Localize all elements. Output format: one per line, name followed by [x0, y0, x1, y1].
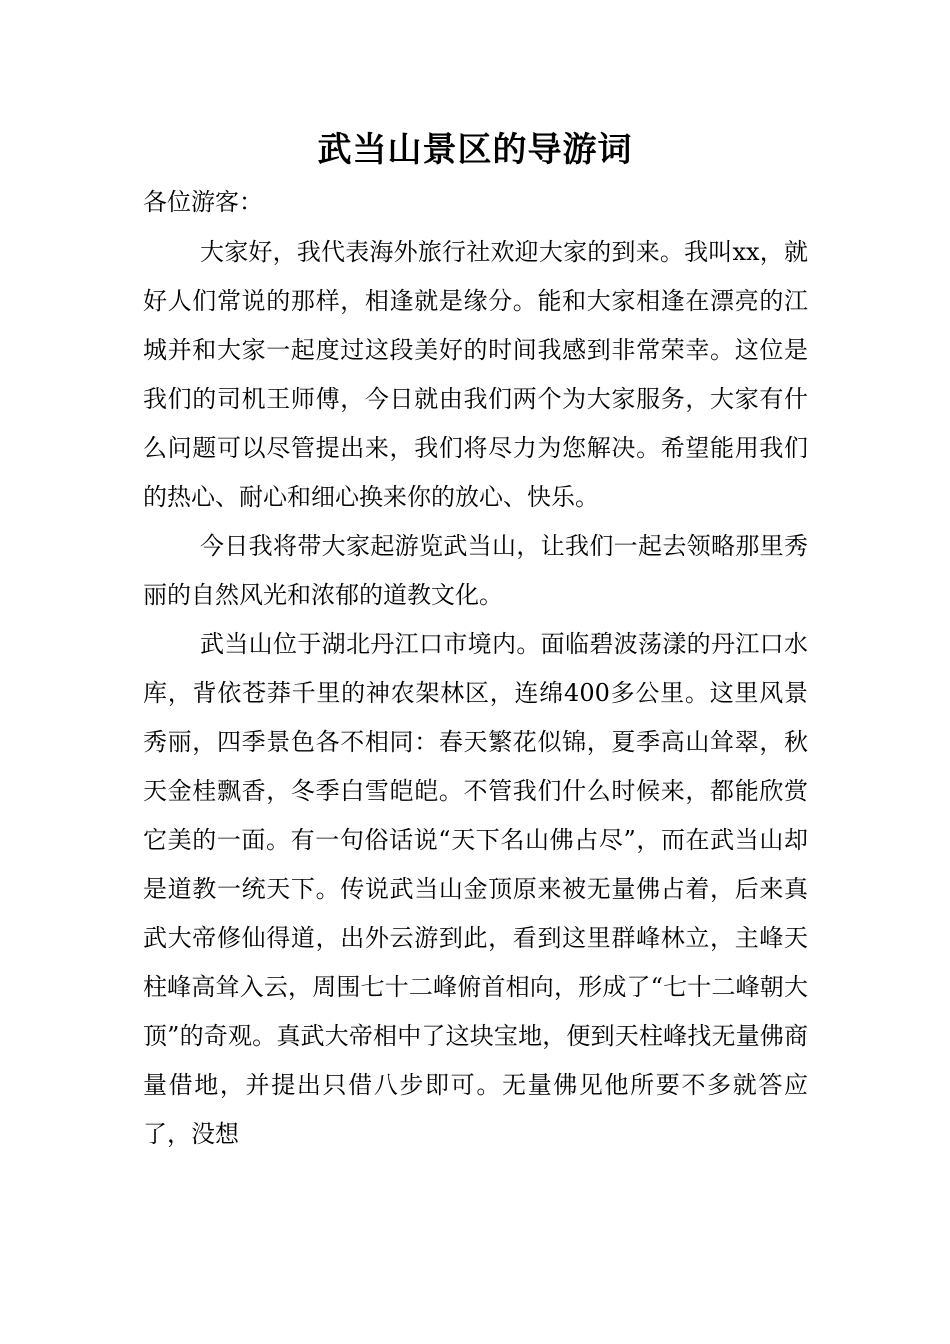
paragraph-tour-intro: 今日我将带大家起游览武当山，让我们一起去领略那里秀丽的自然风光和浓郁的道教文化。 [143, 532, 808, 609]
paragraph-wudang-description: 武当山位于湖北丹江口市境内。面临碧波荡漾的丹江口水库，背依苍莽千里的神农架林区，连绵400多公里。这里风景秀丽，四季景色各不相同：春天繁花似锦，夏季高山耸翠，秋天金桂飘香，冬季白雪皑皑。不管我们什么时候来，都能欣赏它美的一面。有一句俗话说“天下名山佛占尽”，而在武当山却是道教一统天下。传说武当山金顶原来被无量佛占着，后来真武大帝修仙得道，出外云游到此，看到这里群峰林立，主峰天柱峰高耸入云，周围七十二峰俯首相向，形成了“七十二峰朝大顶”的奇观。真武大帝相中了这块宝地，便到天柱峰找无量佛商量借地，并提出只借八步即可。无量佛见他所要不多就答应了，没想 [143, 630, 808, 1148]
greeting: 各位游客： [143, 188, 263, 216]
paragraph-welcome: 大家好，我代表海外旅行社欢迎大家的到来。我叫xx，就好人们常说的那样，相逢就是缘分。能和大家相逢在漂亮的江城并和大家一起度过这段美好的时间我感到非常荣幸。这位是我们的司机王师傅，今日就由我们两个为大家服务，大家有什么问题可以尽管提出来，我们将尽力为您解决。希望能用我们的热心、耐心和细心换来你的放心、快乐。 [143, 238, 808, 511]
document-title: 武当山景区的导游词 [317, 130, 633, 170]
document-body [143, 228, 808, 1159]
